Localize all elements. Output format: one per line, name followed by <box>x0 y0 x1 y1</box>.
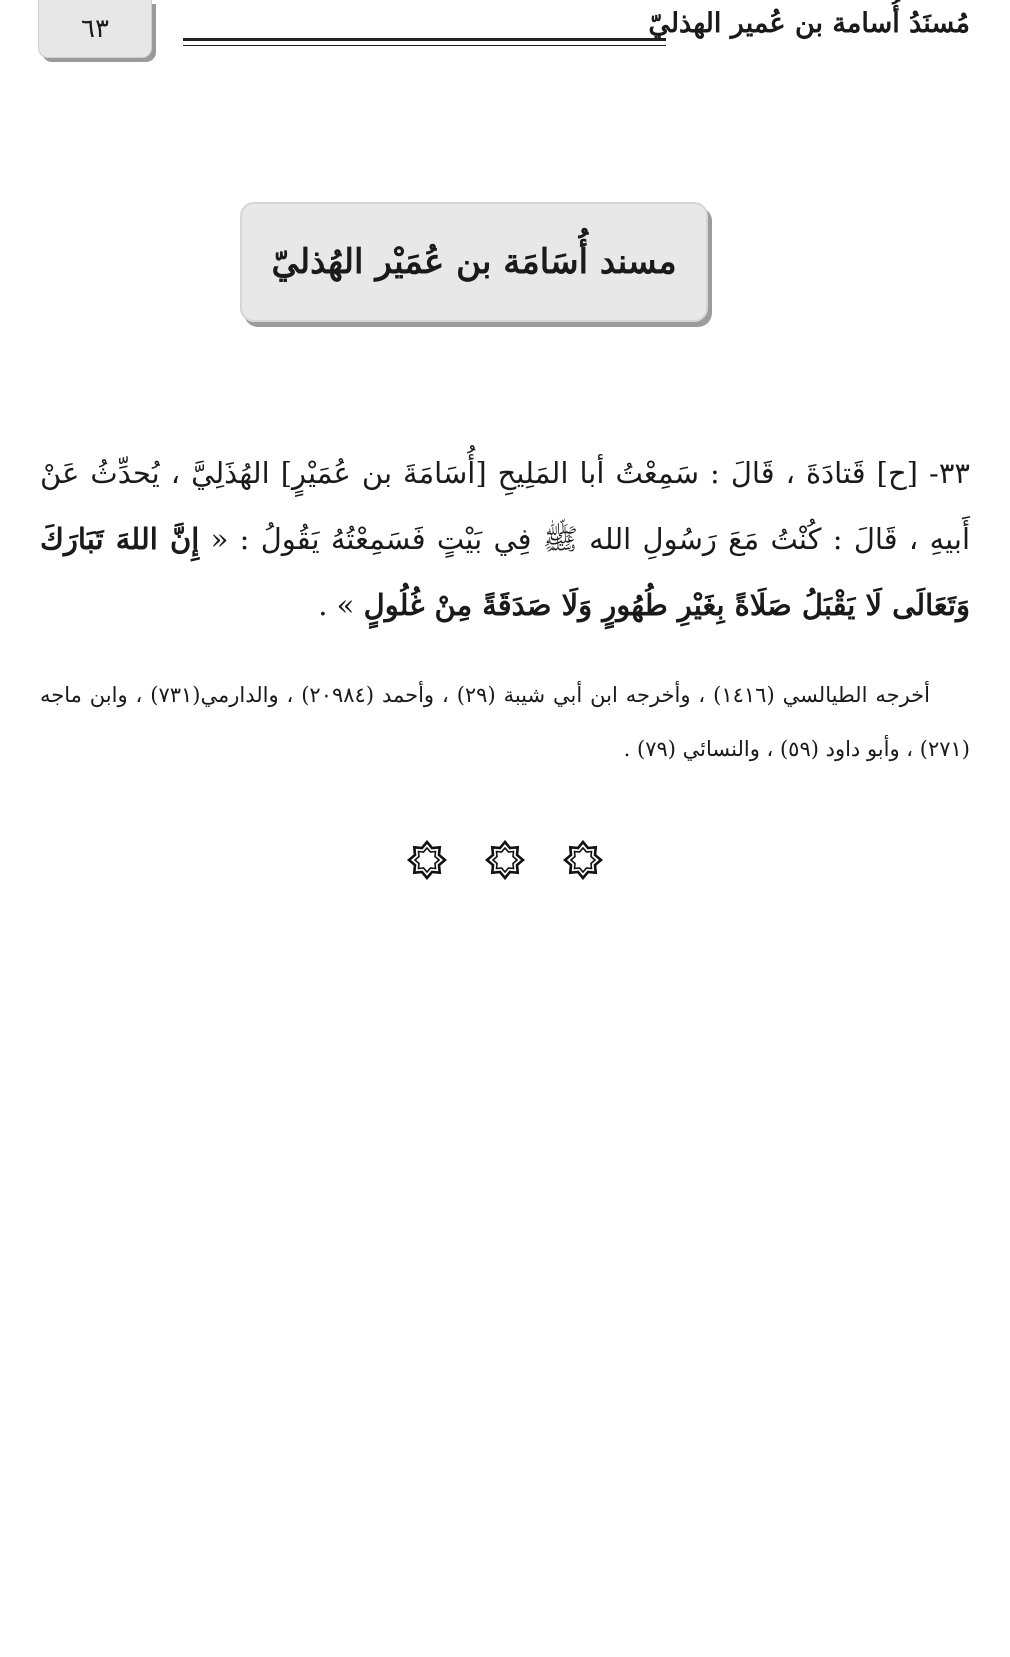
eight-point-star-icon <box>485 840 525 880</box>
takhrij-note: أخرجه الطيالسي (١٤١٦) ، وأخرجه ابن أبي شيبة (٢٩) ، وأحمد (٢٠٩٨٤) ، والدارمي(٧٣١) ، وابن ماجه (٢٧١) ، وأبو داود (٥٩) ، والنسائي (٧٩) . <box>40 683 970 761</box>
running-header-title: مُسنَدُ أُسامة بن عُمير الهذليّ <box>648 8 970 39</box>
chapter-title: مسند أُسَامَة بن عُمَيْر الهُذليّ <box>271 242 677 282</box>
header-rule <box>183 38 666 46</box>
hadith-number: ٣٣- [ح] <box>865 456 970 490</box>
eight-point-star-icon <box>563 840 603 880</box>
chapter-title-box <box>240 202 708 322</box>
eight-point-star-icon <box>407 840 447 880</box>
hadith-isnad: قَتادَةَ ، قَالَ : سَمِعْتُ أبا المَلِيحِ [أُسَامَةَ بن عُمَيْرٍ] الهُذَلِيَّ ، يُحدِّثُ عَنْ أَبيهِ ، قَالَ : كُنْتُ مَعَ رَسُولِ الله ﷺ فِي بَيْتٍ فَسَمِعْتُهُ يَقُولُ : « <box>40 456 970 556</box>
hadith-closing: » . <box>318 588 364 622</box>
hadith-matn: إِنَّ اللهَ تَبَارَكَ وَتَعَالَى لَا يَقْبَلُ صَلَاةً بِغَيْرِ طُهُورٍ وَلَا صَدَقَةً مِنْ غُلُولٍ <box>40 522 970 622</box>
ornament-separator <box>0 840 1010 880</box>
hadith-text <box>40 440 970 638</box>
page-number-box <box>38 0 152 58</box>
page-number: ٦٣ <box>81 13 109 44</box>
